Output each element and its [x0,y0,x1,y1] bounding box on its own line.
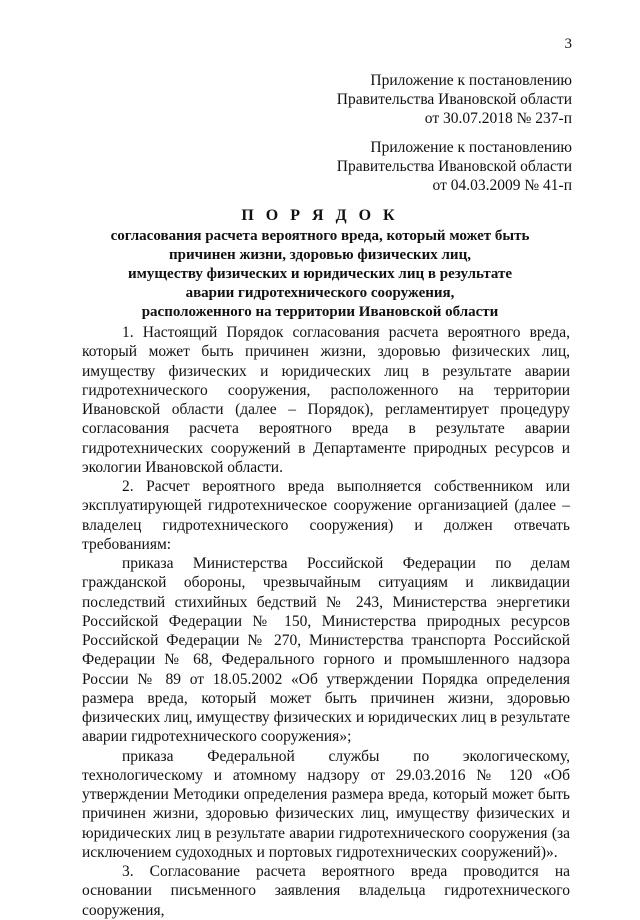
appendix-line: Правительства Ивановской области [336,158,572,175]
appendix-date-number: от 04.03.2009 № 41-п [432,177,572,194]
paragraph-3: 3. Согласование расчета вероятного вреда проводится на основании письменного заявления владельца гидротехнического сооружения, [82,863,570,919]
subtitle-line: расположенного на территории Ивановской области [141,304,499,320]
paragraph-2-item-1: приказа Министерства Российской Федерации по делам гражданской обороны, чрезвычайным ситуациям и ликвидации последствий стихийных бедствий № 243, Министерства энергетики Российской Федерации № 150, Министерства природных ресурсов Российской Федерации № 270, Министерства транспорта Российской Федерации № 68, Федерального горного и промышленного надзора России № 89 от 18.05.2002 «Об утверждении Порядка определения размера вреда, который может быть причинен жизни, здоровью физических лиц, имуществу физических и юридических лиц в результате аварии гидротехнического сооружения»; [82,555,570,746]
appendix-date-number: от 30.07.2018 № 237-п [424,110,572,127]
appendix-line: Правительства Ивановской области [336,91,572,108]
paragraph-2-item-2: приказа Федеральной службы по экологическому, технологическому и атомному надзору от 29.03.2016 № 120 «Об утверждении Методики определения размера вреда, который может быть причинен жизни, здоровью физических лиц, имуществу физических и юридических лиц в результате аварии гидротехнического сооружения (за исключением судоходных и портовых гидротехнических сооружений)». [82,747,570,861]
appendix-line: Приложение к постановлению [370,139,572,156]
document-title: П О Р Я Д О К [241,207,399,224]
page-number: 3 [564,36,572,52]
appendix-note-current [337,71,572,128]
subtitle-line: причинен жизни, здоровью физических лиц, [169,247,471,263]
document-body [82,323,570,920]
subtitle-line: аварии гидротехнического сооружения, [185,285,455,301]
appendix-line: Приложение к постановлению [370,72,572,89]
document-subtitle [80,227,560,322]
subtitle-line: имуществу физических и юридических лиц в результате [127,266,513,282]
paragraph-1: 1. Настоящий Порядок согласования расчета вероятного вреда, который может быть причинен жизни, здоровью физических лиц, имуществу физических и юридических лиц в результате аварии гидротехнического сооружения, расположенного на территории Ивановской области (далее – Порядок), регламентирует процедуру согласования расчета вероятного вреда в результате аварии гидротехнических сооружений в Департаменте природных ресурсов и экологии Ивановской области. [82,324,570,476]
subtitle-line: согласования расчета вероятного вреда, который может быть [110,228,530,244]
appendix-note-original [337,138,572,195]
paragraph-2: 2. Расчет вероятного вреда выполняется собственником или эксплуатирующей гидротехническое сооружение организацией (далее – владелец гидротехнического сооружения) и должен отвечать требованиям: [82,478,570,553]
